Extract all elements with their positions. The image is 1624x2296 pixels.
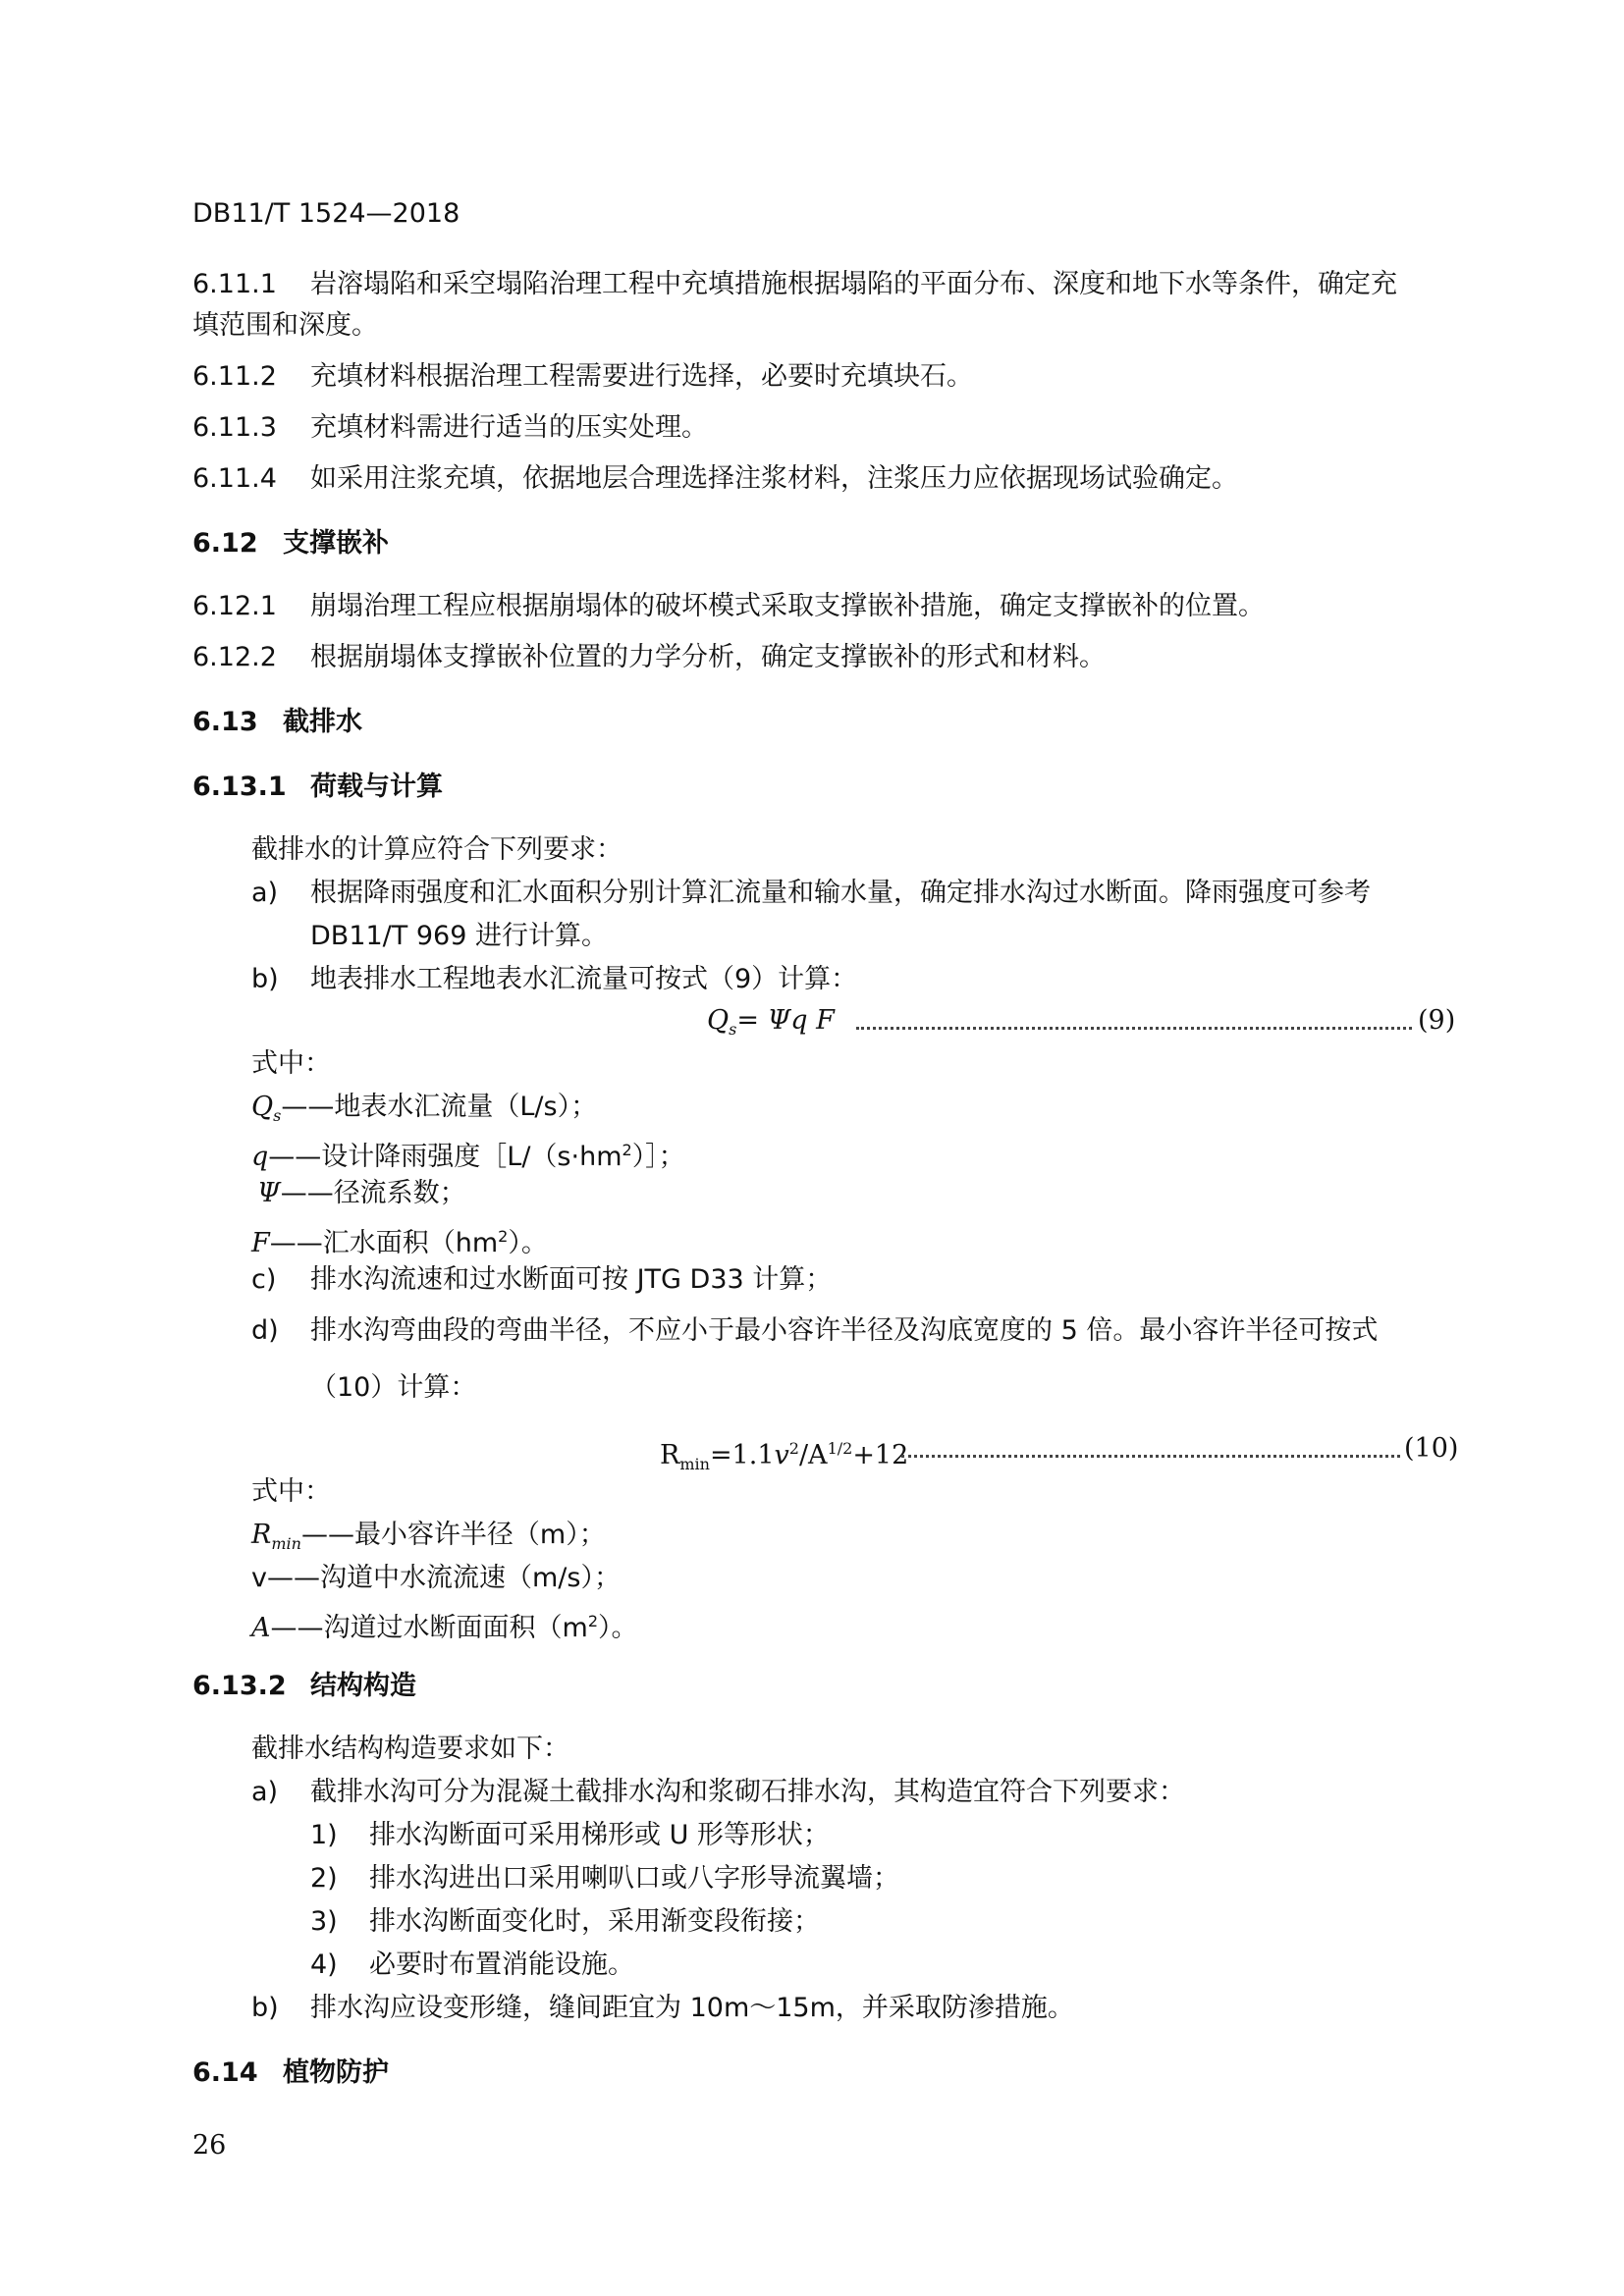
formula-lhs-sub: s: [729, 1020, 737, 1039]
leader-dots: [901, 1455, 1400, 1458]
sublist-text: 排水沟进出口采用喇叭口或八字形导流翼墙；: [369, 1863, 899, 1894]
def-symbol: v: [251, 1563, 267, 1593]
clause-text: 如采用注浆充填，依据地层合理选择注浆材料，注浆压力应依据现场试验确定。: [310, 463, 1238, 494]
formula-r: R: [660, 1440, 680, 1470]
list-text: 排水沟应设变形缝，缝间距宜为 10m～15m，并采取防渗措施。: [310, 1993, 1074, 2023]
def-text: ）。: [508, 1228, 548, 1258]
clause-text: 岩溶塌陷和采空塌陷治理工程中充填措施根据塌陷的平面分布、深度和地下水等条件，确定充: [310, 269, 1397, 299]
def-symbol: R: [251, 1520, 272, 1550]
clause-num: 6.12.1: [192, 591, 277, 621]
clause-text: 充填材料根据治理工程需要进行选择，必要时充填块石。: [310, 361, 973, 392]
list-label: d): [251, 1315, 279, 1346]
def-symbol: A: [251, 1613, 271, 1643]
section-title: 植物防护: [283, 2057, 389, 2088]
subsection-num: 6.13.1: [192, 772, 287, 802]
formula-a-sup: 1/2: [827, 1439, 853, 1458]
formula-rhs: = Ψq F: [736, 1005, 835, 1036]
section-num: 6.12: [192, 528, 258, 559]
list-label: a): [251, 1777, 279, 1807]
definition: [251, 1133, 685, 1175]
def-symbol-sub: s: [273, 1106, 282, 1125]
where-label: 式中：: [251, 1048, 331, 1079]
formula-eq: =1.1: [709, 1440, 775, 1470]
sublist-text: 排水沟断面变化时，采用渐变段衔接；: [369, 1906, 820, 1937]
def-text: ——设计降雨强度［L/（s·hm: [268, 1142, 623, 1172]
list-label: b): [251, 964, 279, 994]
sublist-label: 1): [310, 1820, 338, 1850]
intro-text: 截排水结构构造要求如下：: [251, 1734, 569, 1764]
formula-slash: /A: [798, 1440, 828, 1470]
def-symbol: q: [251, 1142, 269, 1172]
formula-number: (9): [1418, 1005, 1456, 1036]
definition: [251, 1518, 606, 1562]
list-label: b): [251, 1993, 279, 2023]
formula-r-sub: min: [679, 1455, 710, 1473]
clause-text: 根据崩塌体支撑嵌补位置的力学分析，确定支撑嵌补的形式和材料。: [310, 642, 1106, 672]
def-symbol: F: [251, 1228, 270, 1258]
clause-num: 6.11.2: [192, 361, 277, 392]
list-text-cont: DB11/T 969 进行计算。: [310, 921, 608, 951]
list-text: 排水沟弯曲段的弯曲半径，不应小于最小容许半径及沟底宽度的 5 倍。最小容许半径可按式: [310, 1315, 1379, 1346]
clause-num: 6.11.3: [192, 412, 277, 443]
where-label: 式中：: [251, 1476, 331, 1507]
subsection-title: 结构构造: [310, 1671, 416, 1701]
list-label: c): [251, 1264, 277, 1295]
formula-v: v: [774, 1440, 789, 1470]
list-text-cont: （10）计算：: [310, 1372, 477, 1403]
sublist-text: 排水沟断面可采用梯形或 U 形等形状；: [369, 1820, 830, 1850]
definition: [251, 1219, 548, 1261]
clause-num: 6.11.4: [192, 463, 277, 494]
def-text: ——汇水面积（hm: [269, 1228, 499, 1258]
definition: [251, 1090, 597, 1134]
def-text: ——最小容许半径（m）；: [300, 1520, 606, 1550]
leader-dots: [856, 1027, 1412, 1030]
formula-9: [707, 1003, 835, 1047]
def-text: ）］；: [631, 1142, 685, 1172]
list-text: 根据降雨强度和汇水面积分别计算汇流量和输水量，确定排水沟过水断面。降雨强度可参考: [310, 878, 1371, 908]
section-num: 6.14: [192, 2057, 258, 2088]
def-sup: 2: [622, 1141, 632, 1159]
def-sup: 2: [498, 1227, 509, 1246]
clause-num: 6.11.1: [192, 269, 277, 299]
def-text: ——沟道中水流流速（m/s）；: [266, 1563, 621, 1593]
def-symbol-sub: min: [271, 1534, 301, 1553]
list-text: 排水沟流速和过水断面可按 JTG D33 计算；: [310, 1264, 833, 1295]
clause-text-cont: 填范围和深度。: [192, 310, 378, 341]
def-text: ）。: [598, 1613, 638, 1643]
section-title: 支撑嵌补: [283, 528, 389, 559]
section-title: 截排水: [283, 707, 362, 737]
sublist-label: 3): [310, 1906, 338, 1937]
def-symbol: Q: [251, 1092, 274, 1122]
def-text: ——沟道过水断面面积（m: [270, 1613, 588, 1643]
formula-tail: +12: [852, 1440, 909, 1470]
definition: [257, 1176, 466, 1211]
sublist-label: 4): [310, 1949, 338, 1980]
formula-lhs: Q: [707, 1005, 730, 1036]
page-number: 26: [192, 2130, 227, 2161]
sublist-text: 必要时布置消能设施。: [369, 1949, 634, 1980]
list-text: 地表排水工程地表水汇流量可按式（9）计算：: [310, 964, 858, 994]
def-sup: 2: [587, 1612, 598, 1630]
sublist-label: 2): [310, 1863, 338, 1894]
section-num: 6.13: [192, 707, 258, 737]
formula-number: (10): [1404, 1433, 1459, 1464]
intro-text: 截排水的计算应符合下列要求：: [251, 834, 623, 865]
list-text: 截排水沟可分为混凝土截排水沟和浆砌石排水沟，其构造宜符合下列要求：: [310, 1777, 1185, 1807]
subsection-title: 荷载与计算: [310, 772, 443, 802]
clause-text: 崩塌治理工程应根据崩塌体的破坏模式采取支撑嵌补措施，确定支撑嵌补的位置。: [310, 591, 1265, 621]
formula-v-sup: 2: [788, 1439, 799, 1458]
subsection-num: 6.13.2: [192, 1671, 287, 1701]
clause-text: 充填材料需进行适当的压实处理。: [310, 412, 708, 443]
list-label: a): [251, 878, 279, 908]
def-text: ——地表水汇流量（L/s）；: [281, 1092, 598, 1122]
def-text: ——径流系数；: [280, 1178, 466, 1208]
def-symbol: Ψ: [257, 1178, 281, 1208]
definition: [251, 1604, 638, 1646]
clause-num: 6.12.2: [192, 642, 277, 672]
formula-10: [660, 1431, 908, 1482]
definition: [251, 1561, 621, 1596]
doc-code: DB11/T 1524—2018: [192, 198, 460, 229]
